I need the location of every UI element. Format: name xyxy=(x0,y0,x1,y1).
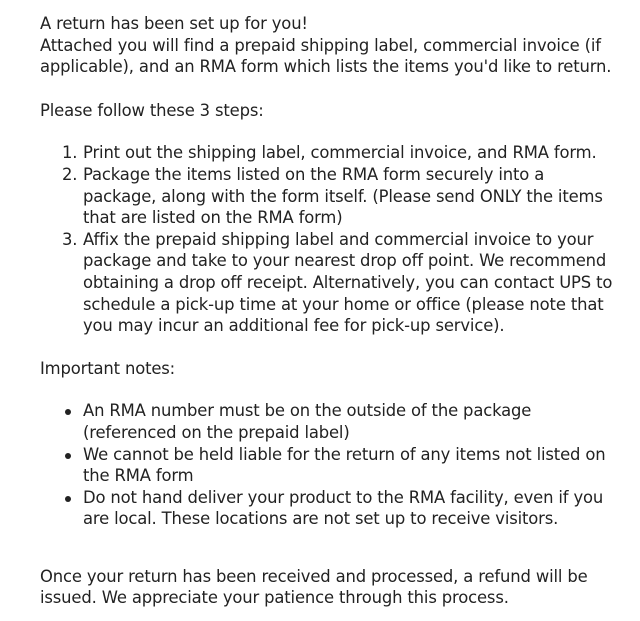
notes-list xyxy=(40,400,615,530)
intro-heading: A return has been set up for you! xyxy=(40,14,308,33)
notes-heading: Important notes: xyxy=(40,358,176,378)
note-text: An RMA number must be on the outside of the package (referenced on the prepaid label) xyxy=(83,401,532,442)
bullet-icon xyxy=(65,453,71,459)
step-item xyxy=(40,164,615,229)
step-text: Print out the shipping label, commercial invoice, and RMA form. xyxy=(83,143,597,163)
note-item xyxy=(40,487,615,530)
step-item xyxy=(40,142,615,164)
steps-list xyxy=(40,142,615,336)
note-item xyxy=(40,400,615,443)
closing-paragraph: Once your return has been received and processed, a refund will be issued. We appreciate your patience through this process. xyxy=(40,566,588,608)
step-number: 1. xyxy=(62,143,78,163)
note-text: We cannot be held liable for the return of any items not listed on the RMA form xyxy=(83,444,606,486)
step-number: 2. xyxy=(62,164,78,184)
note-item xyxy=(40,444,615,487)
note-text: Do not hand deliver your product to the RMA facility, even if you are local. These locations are not set up to receive visitors. xyxy=(83,487,604,529)
bullet-icon xyxy=(65,496,71,502)
intro-body: Attached you will find a prepaid shipping label, commercial invoice (if applicable), and an RMA form which lists the items you'd like to return. xyxy=(40,35,612,77)
step-number: 3. xyxy=(62,229,78,249)
steps-heading: Please follow these 3 steps: xyxy=(40,100,264,120)
step-text: Package the items listed on the RMA form securely into a package, along with the form itself. (Please send ONLY the items that are listed on the RMA form) xyxy=(83,164,603,228)
bullet-icon xyxy=(65,409,71,415)
step-text: Affix the prepaid shipping label and commercial invoice to your package and take to your nearest drop off point. We recommend obtaining a drop off receipt. Alternatively, you can contact UPS to schedule a pick-up time at your home or office (please note that you may incur an additional fee for pick-up service). xyxy=(83,229,613,336)
step-item xyxy=(40,229,615,337)
